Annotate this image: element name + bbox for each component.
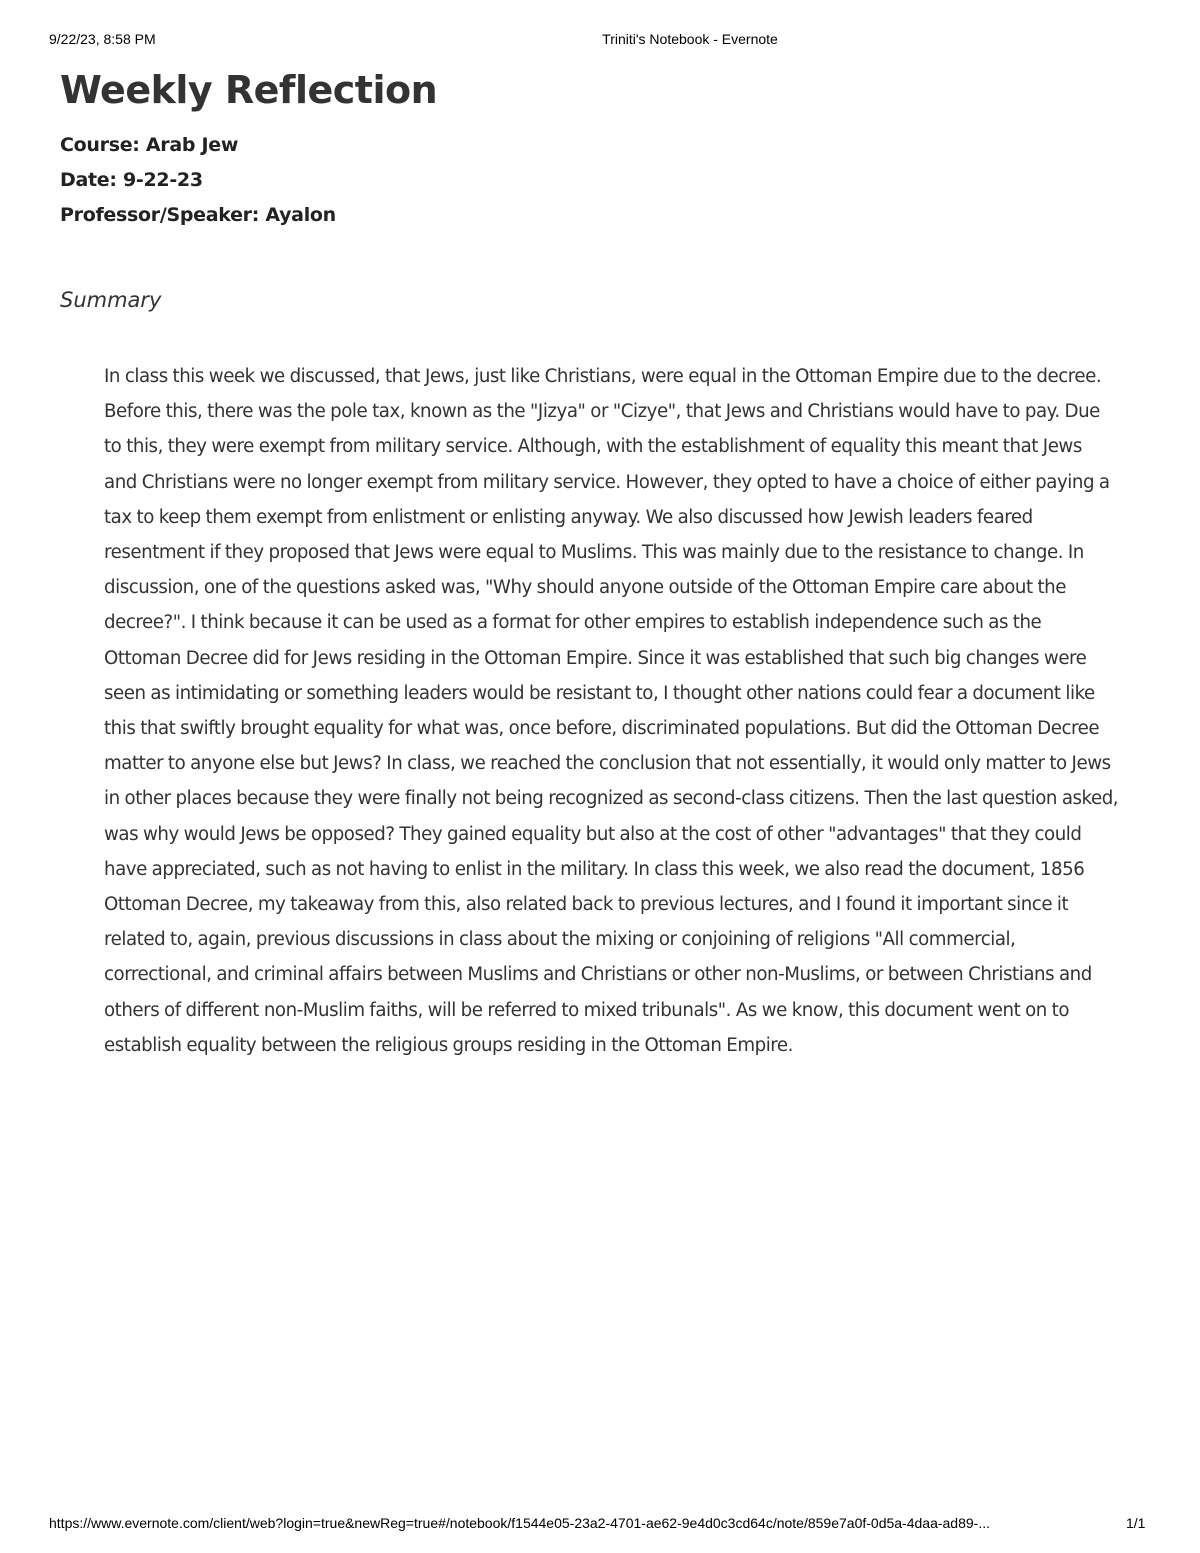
print-url: https://www.evernote.com/client/web?login=true&newReg=true#/notebook/f1544e05-23a2-4701-ae62-9e4d0c3cd64c/note/859e7a0f-0d5a-4daa-ad89-... — [49, 1515, 990, 1531]
print-page-title: Triniti's Notebook - Evernote — [602, 31, 778, 47]
print-footer — [0, 1515, 1200, 1533]
print-datetime: 9/22/23, 8:58 PM — [49, 31, 156, 47]
note-title: Weekly Reflection — [60, 68, 438, 112]
note-metadata — [60, 128, 1140, 233]
summary-heading: Summary — [60, 288, 162, 312]
date-line: Date: 9-22-23 — [60, 169, 203, 191]
course-line: Course: Arab Jew — [60, 134, 239, 156]
print-header — [0, 31, 1200, 49]
note-content — [60, 62, 1140, 1063]
print-page-number: 1/1 — [1126, 1515, 1146, 1531]
summary-paragraph: In class this week we discussed, that Jews, just like Christians, were equal in the Ottoman Empire due to the decree. Before this, there was the pole tax, known as the "Jizya" or "Cizye", that Jews and Christians would have to pay. Due to this, they were exempt from military service. Although, with the establishment of equality this meant that Jews and Christians were no longer exempt from military service. However, they opted to have a choice of either paying a tax to keep them exempt from enlistment or enlisting anyway. We also discussed how Jewish leaders feared resentment if they proposed that Jews were equal to Muslims. This was mainly due to the resistance to change. In discussion, one of the questions asked was, "Why should anyone outside of the Ottoman Empire care about the decree?". I think because it can be used as a format for other empires to establish independence such as the Ottoman Decree did for Jews residing in the Ottoman Empire. Since it was established that such big changes were seen as intimidating or something leaders would be resistant to, I thought other nations could fear a document like this that swiftly brought equality for what was, once before, discriminated populations. But did the Ottoman Decree matter to anyone else but Jews? In class, we reached the conclusion that not essentially, it would only matter to Jews in other places because they were finally not being recognized as second-class citizens. Then the last question asked, was why would Jews be opposed? They gained equality but also at the cost of other "advantages" that they could have appreciated, such as not having to enlist in the military. In class this week, we also read the document, 1856 Ottoman Decree, my takeaway from this, also related back to previous lectures, and I found it important since it related to, again, previous discussions in class about the mixing or conjoining of religions "All commercial, correctional, and criminal affairs between Muslims and Christians or other non-Muslims, or between Christians and others of different non-Muslim faiths, will be referred to mixed tribunals". As we know, this document went on to establish equality between the religious groups residing in the Ottoman Empire. — [104, 366, 1119, 1056]
professor-line: Professor/Speaker: Ayalon — [60, 204, 336, 226]
